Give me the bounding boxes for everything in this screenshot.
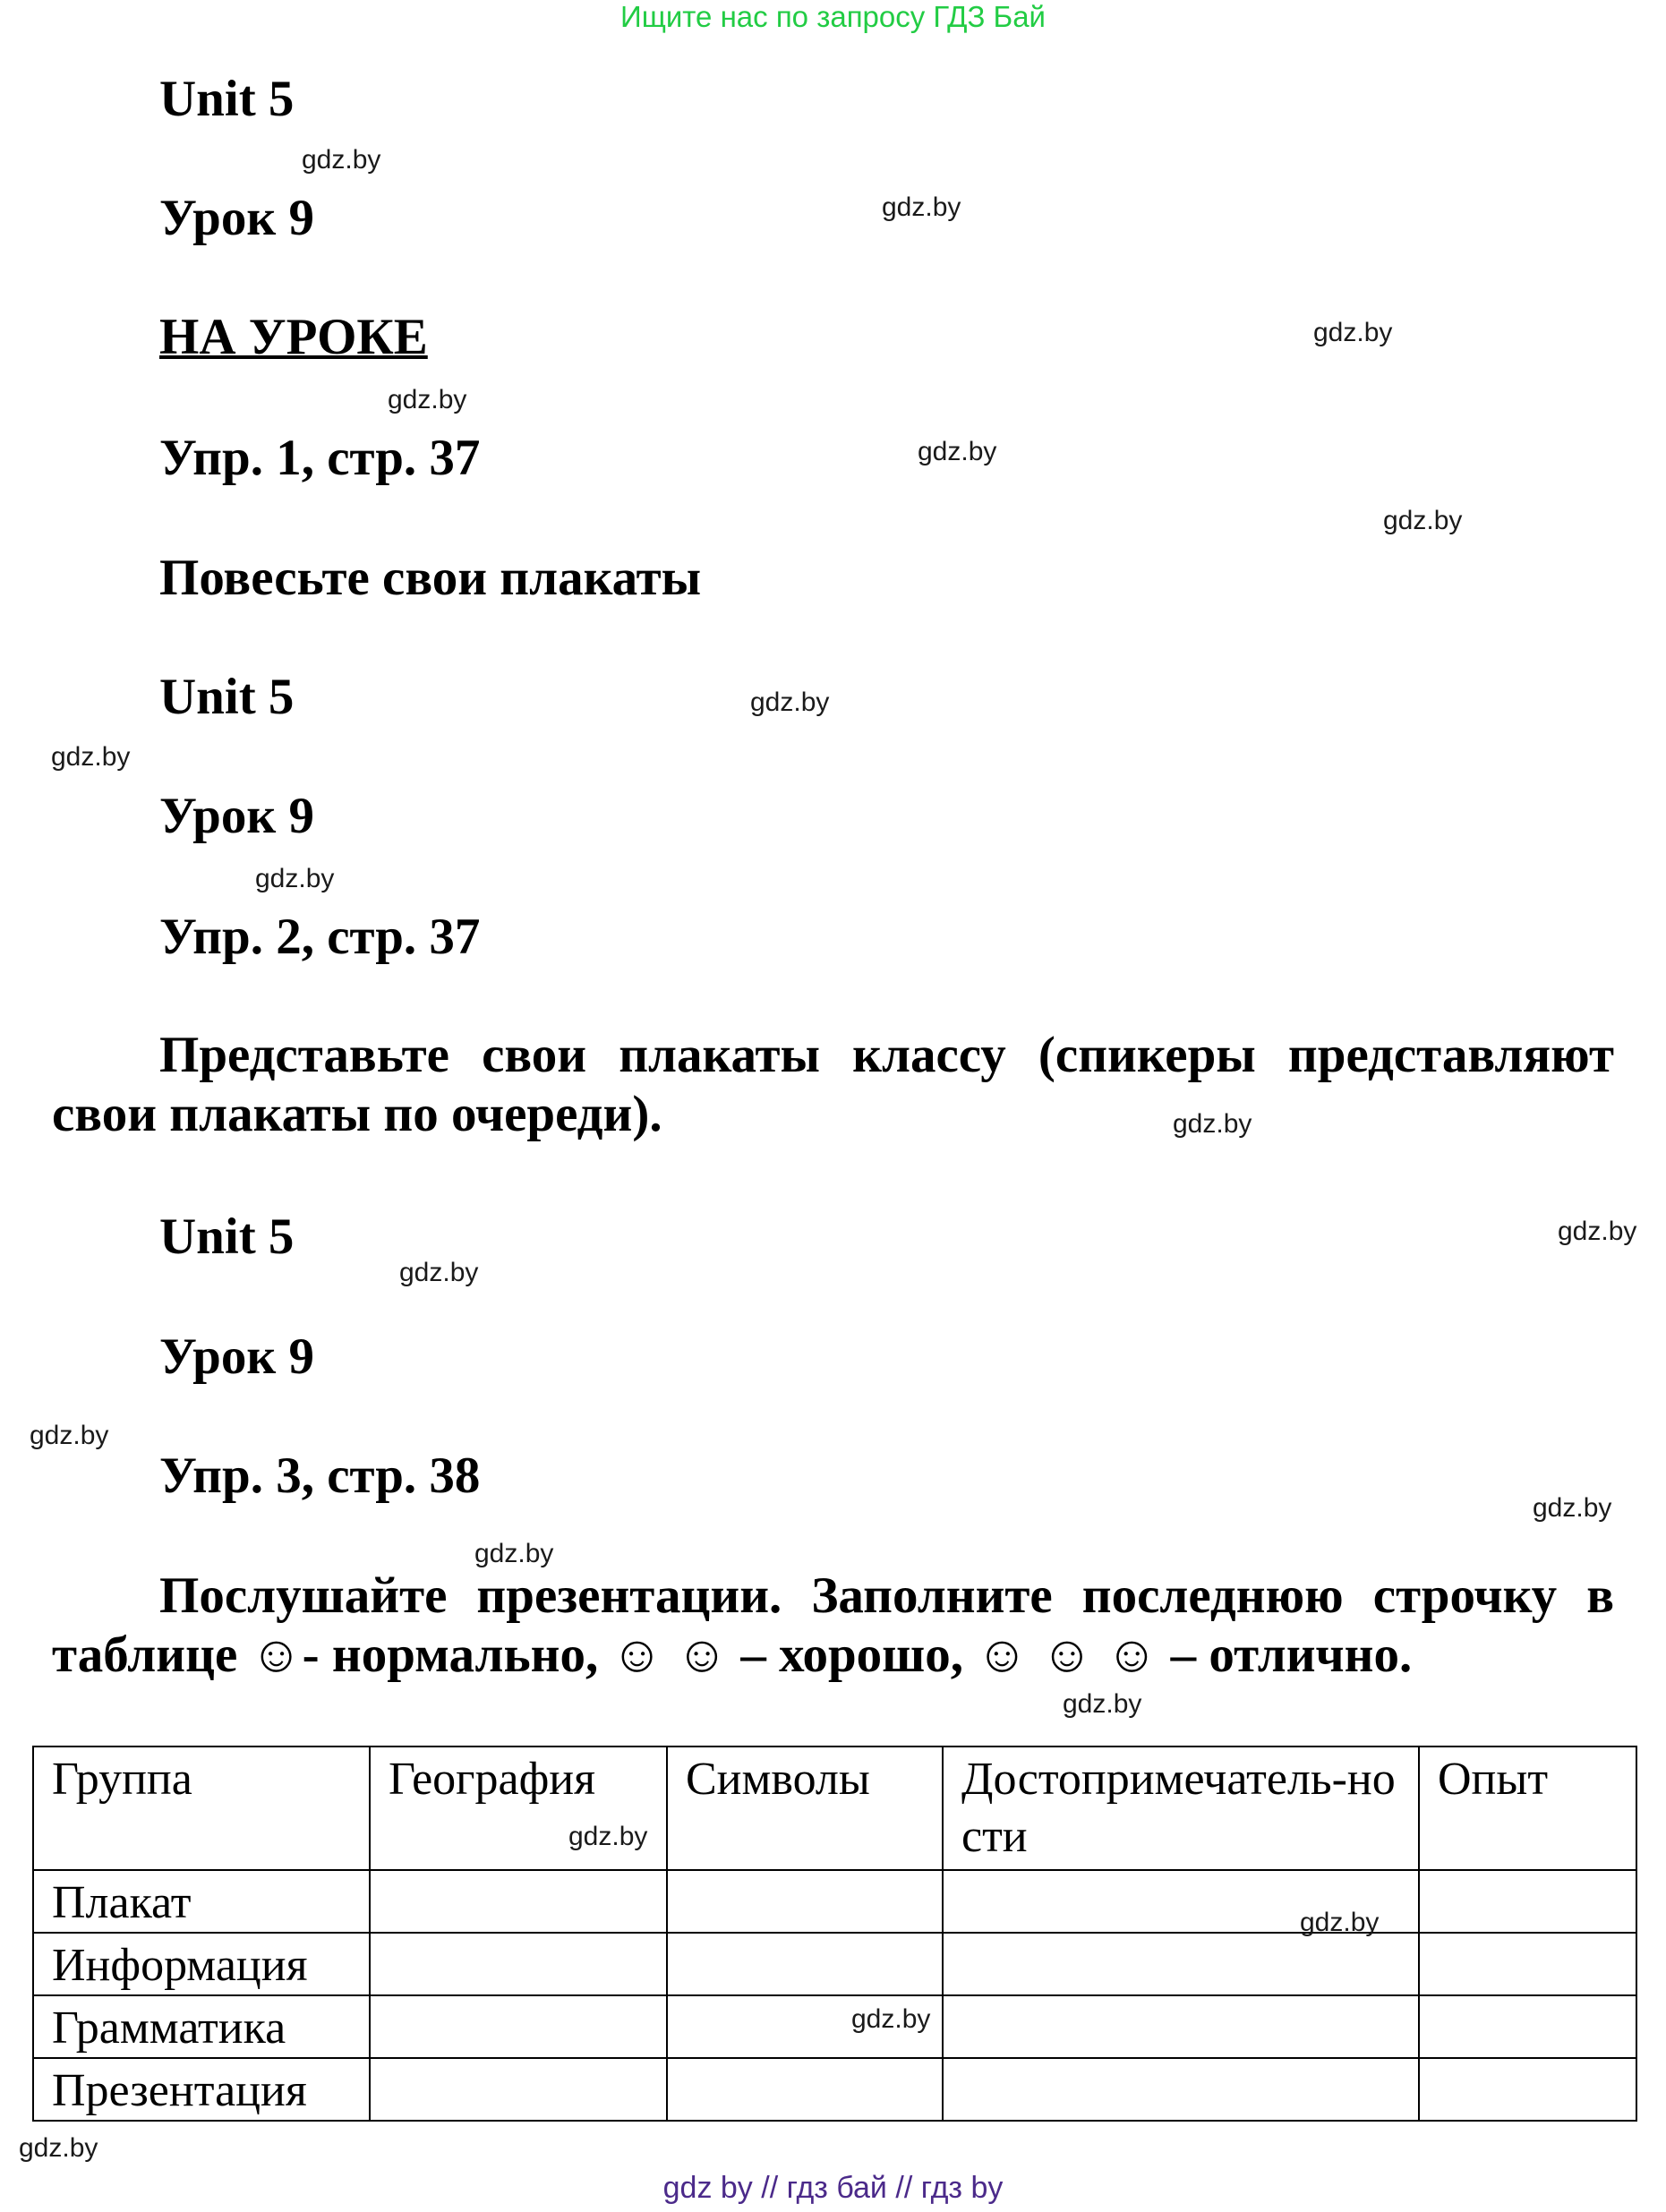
table-cell — [667, 1870, 943, 1933]
lesson-heading: Урок 9 — [159, 788, 314, 844]
watermark: gdz.by — [1300, 1908, 1380, 1937]
table-cell — [1419, 1870, 1636, 1933]
row-label: Информация — [33, 1933, 370, 1995]
table-cell — [943, 1933, 1419, 1995]
watermark: gdz.by — [750, 688, 830, 717]
exercise-heading: Упр. 2, стр. 37 — [159, 909, 481, 965]
exercise-heading: Упр. 1, стр. 37 — [159, 430, 481, 486]
watermark: gdz.by — [388, 385, 467, 414]
watermark: gdz.by — [882, 192, 961, 222]
watermark: gdz.by — [851, 2004, 931, 2034]
table-cell — [370, 2058, 667, 2121]
table-row — [33, 2058, 1636, 2121]
exercise-heading: Упр. 3, стр. 38 — [159, 1448, 481, 1504]
table-row — [33, 1995, 1636, 2058]
watermark: gdz.by — [399, 1258, 479, 1287]
unit-heading: Unit 5 — [159, 669, 295, 725]
watermark: gdz.by — [474, 1539, 554, 1568]
row-label: Презентация — [33, 2058, 370, 2121]
header-cell: Опыт — [1419, 1747, 1636, 1870]
table-cell — [667, 1933, 943, 1995]
watermark: gdz.by — [1063, 1689, 1142, 1719]
table-cell — [1419, 2058, 1636, 2121]
watermark: gdz.by — [255, 864, 335, 893]
watermark: gdz.by — [1313, 318, 1393, 347]
table-row — [33, 1870, 1636, 1933]
table-row — [33, 1933, 1636, 1995]
watermark: gdz.by — [1533, 1493, 1612, 1523]
table-cell — [1419, 1995, 1636, 2058]
lesson-heading: Урок 9 — [159, 1328, 314, 1385]
table-header-row — [33, 1747, 1636, 1870]
task-text: Повесьте свои плакаты — [159, 550, 702, 606]
watermark: gdz.by — [1558, 1217, 1637, 1246]
evaluation-table — [32, 1746, 1637, 2122]
watermark: gdz.by — [1173, 1109, 1252, 1139]
table-cell — [943, 1995, 1419, 2058]
table-cell — [1419, 1933, 1636, 1995]
top-banner: Ищите нас по запросу ГДЗ Бай — [620, 0, 1046, 33]
table-cell — [370, 1933, 667, 1995]
watermark: gdz.by — [1383, 506, 1463, 535]
table-cell — [370, 1870, 667, 1933]
table-cell — [943, 2058, 1419, 2121]
lesson-heading: Урок 9 — [159, 190, 314, 246]
watermark: gdz.by — [302, 145, 381, 175]
watermark: gdz.by — [30, 1421, 109, 1450]
header-cell: География — [370, 1747, 667, 1870]
unit-heading: Unit 5 — [159, 71, 295, 127]
unit-heading: Unit 5 — [159, 1208, 295, 1265]
header-cell: Символы — [667, 1747, 943, 1870]
header-cell: Достопримечатель-ности — [943, 1747, 1419, 1870]
table-cell — [667, 2058, 943, 2121]
task-paragraph: Послушайте презентации. Заполните последнюю строчку в таблице ☺- нормально, ☺ ☺ – хорошо, ☺ ☺ ☺ – отлично. — [52, 1567, 1614, 1683]
watermark: gdz.by — [19, 2133, 98, 2163]
table-cell — [370, 1995, 667, 2058]
in-class-heading: НА УРОКЕ — [159, 309, 428, 365]
watermark: gdz.by — [568, 1822, 648, 1851]
watermark: gdz.by — [51, 742, 131, 772]
footer-links: gdz by // гдз бай // гдз by — [662, 2171, 1004, 2205]
row-label: Грамматика — [33, 1995, 370, 2058]
task-paragraph: Представьте свои плакаты классу (спикеры представляют свои плакаты по очереди). — [52, 1027, 1614, 1142]
watermark: gdz.by — [918, 437, 997, 466]
row-label: Плакат — [33, 1870, 370, 1933]
header-cell: Группа — [33, 1747, 370, 1870]
